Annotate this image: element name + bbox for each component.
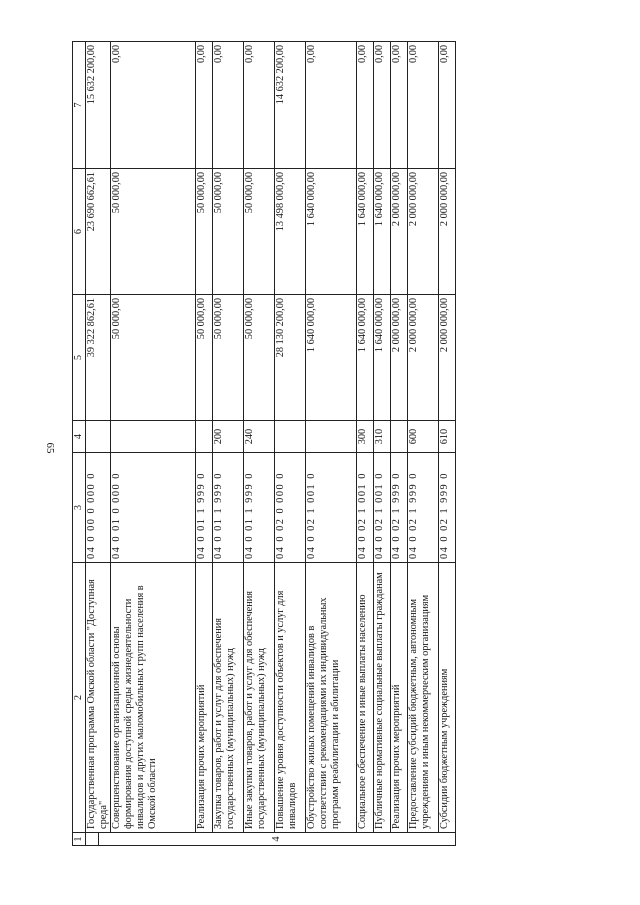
row-code: 04 0 02 1 999 0 <box>439 453 456 563</box>
row-value-6: 23 690 662,61 <box>86 169 111 295</box>
row-type: 310 <box>374 421 391 453</box>
row-type <box>111 421 196 453</box>
row-number-spacer <box>86 833 99 846</box>
row-name: Реализация прочих мероприятий <box>196 563 213 833</box>
row-name: Совершенствование организационной основы формирования доступной среды жизнедеятельности инвалидов и других маломобильных групп населения в Омской области <box>111 563 196 833</box>
row-name: Публичные нормативные социальные выплаты гражданам <box>374 563 391 833</box>
row-value-7: 0,00 <box>374 42 391 169</box>
row-value-6: 50 000,00 <box>196 169 213 295</box>
row-value-6: 50 000,00 <box>111 169 196 295</box>
row-number: 4 <box>99 833 456 846</box>
header-col-1: 1 <box>73 833 86 846</box>
page-number: 65 <box>44 442 56 454</box>
row-code: 04 0 02 1 001 0 <box>357 453 374 563</box>
row-value-6: 1 640 000,00 <box>374 169 391 295</box>
row-type: 610 <box>439 421 456 453</box>
row-type <box>86 421 111 453</box>
row-type <box>306 421 357 453</box>
row-code: 04 0 01 0 000 0 <box>111 453 196 563</box>
row-code: 04 0 02 0 000 0 <box>275 453 306 563</box>
row-name: Субсидии бюджетным учреждениям <box>439 563 456 833</box>
budget-table-rotated <box>72 42 634 846</box>
row-type: 600 <box>408 421 439 453</box>
row-value-5: 50 000,00 <box>196 295 213 421</box>
table-row <box>111 42 196 846</box>
row-value-7: 0,00 <box>408 42 439 169</box>
row-name: Предоставление субсидий бюджетным, автономным учреждениям и иным некоммерческим организациям <box>408 563 439 833</box>
row-code: 04 0 02 1 001 0 <box>306 453 357 563</box>
row-value-5: 1 640 000,00 <box>357 295 374 421</box>
row-value-6: 2 000 000,00 <box>391 169 408 295</box>
table-row <box>213 42 244 846</box>
row-name: Обустройство жилых помещений инвалидов в соответствии с рекомендациями их индивидуальных программ реабилитации и абилитации <box>306 563 357 833</box>
row-value-5: 2 000 000,00 <box>391 295 408 421</box>
row-value-5: 50 000,00 <box>213 295 244 421</box>
row-type: 240 <box>244 421 275 453</box>
row-value-7: 0,00 <box>306 42 357 169</box>
row-name: Повышение уровня доступности объектов и услуг для инвалидов <box>275 563 306 833</box>
table-row-spacer <box>86 42 99 846</box>
row-name: Иные закупки товаров, работ и услуг для обеспечения государственных (муниципальных) нужд <box>244 563 275 833</box>
row-name: Закупка товаров, работ и услуг для обеспечения государственных (муниципальных) нужд <box>213 563 244 833</box>
row-value-5: 50 000,00 <box>244 295 275 421</box>
row-value-5: 39 322 862,61 <box>86 295 111 421</box>
row-value-6: 13 498 000,00 <box>275 169 306 295</box>
row-type <box>391 421 408 453</box>
header-col-6: 6 <box>73 169 86 295</box>
row-type <box>196 421 213 453</box>
row-value-7: 15 632 200,00 <box>86 42 111 169</box>
row-type: 200 <box>213 421 244 453</box>
row-value-6: 50 000,00 <box>244 169 275 295</box>
row-value-7: 0,00 <box>439 42 456 169</box>
row-type <box>275 421 306 453</box>
row-value-7: 0,00 <box>244 42 275 169</box>
row-value-5: 1 640 000,00 <box>306 295 357 421</box>
row-value-6: 2 000 000,00 <box>408 169 439 295</box>
budget-table <box>72 41 456 846</box>
row-value-6: 1 640 000,00 <box>357 169 374 295</box>
row-value-7: 0,00 <box>391 42 408 169</box>
row-value-7: 14 632 200,00 <box>275 42 306 169</box>
header-col-3: 3 <box>73 453 86 563</box>
row-code: 04 0 01 1 999 0 <box>244 453 275 563</box>
row-code: 04 0 01 1 999 0 <box>196 453 213 563</box>
table-row <box>275 42 306 846</box>
header-row <box>73 42 86 846</box>
row-value-7: 0,00 <box>111 42 196 169</box>
table-row <box>408 42 439 846</box>
table-row <box>439 42 456 846</box>
header-col-5: 5 <box>73 295 86 421</box>
row-code: 04 0 02 1 999 0 <box>408 453 439 563</box>
row-value-7: 0,00 <box>196 42 213 169</box>
row-code: 04 0 02 1 001 0 <box>374 453 391 563</box>
row-value-5: 1 640 000,00 <box>374 295 391 421</box>
row-value-6: 1 640 000,00 <box>306 169 357 295</box>
row-type: 300 <box>357 421 374 453</box>
header-col-4: 4 <box>73 421 86 453</box>
table-row <box>306 42 357 846</box>
row-value-5: 2 000 000,00 <box>439 295 456 421</box>
header-col-7: 7 <box>73 42 86 169</box>
table-row <box>374 42 391 846</box>
row-value-5: 28 130 200,00 <box>275 295 306 421</box>
row-value-7: 0,00 <box>213 42 244 169</box>
row-value-7: 0,00 <box>357 42 374 169</box>
row-code: 04 0 00 0 000 0 <box>86 453 111 563</box>
row-name: Государственная программа Омской области "Доступная среда" <box>86 563 111 833</box>
table-row <box>244 42 275 846</box>
row-name: Социальное обеспечение и иные выплаты населению <box>357 563 374 833</box>
table-row <box>391 42 408 846</box>
header-col-2: 2 <box>73 563 86 833</box>
row-name: Реализация прочих мероприятий <box>391 563 408 833</box>
row-value-6: 2 000 000,00 <box>439 169 456 295</box>
row-value-6: 50 000,00 <box>213 169 244 295</box>
table-row <box>357 42 374 846</box>
row-value-5: 2 000 000,00 <box>408 295 439 421</box>
table-row <box>196 42 213 846</box>
row-code: 04 0 02 1 999 0 <box>391 453 408 563</box>
row-value-5: 50 000,00 <box>111 295 196 421</box>
row-code: 04 0 01 1 999 0 <box>213 453 244 563</box>
